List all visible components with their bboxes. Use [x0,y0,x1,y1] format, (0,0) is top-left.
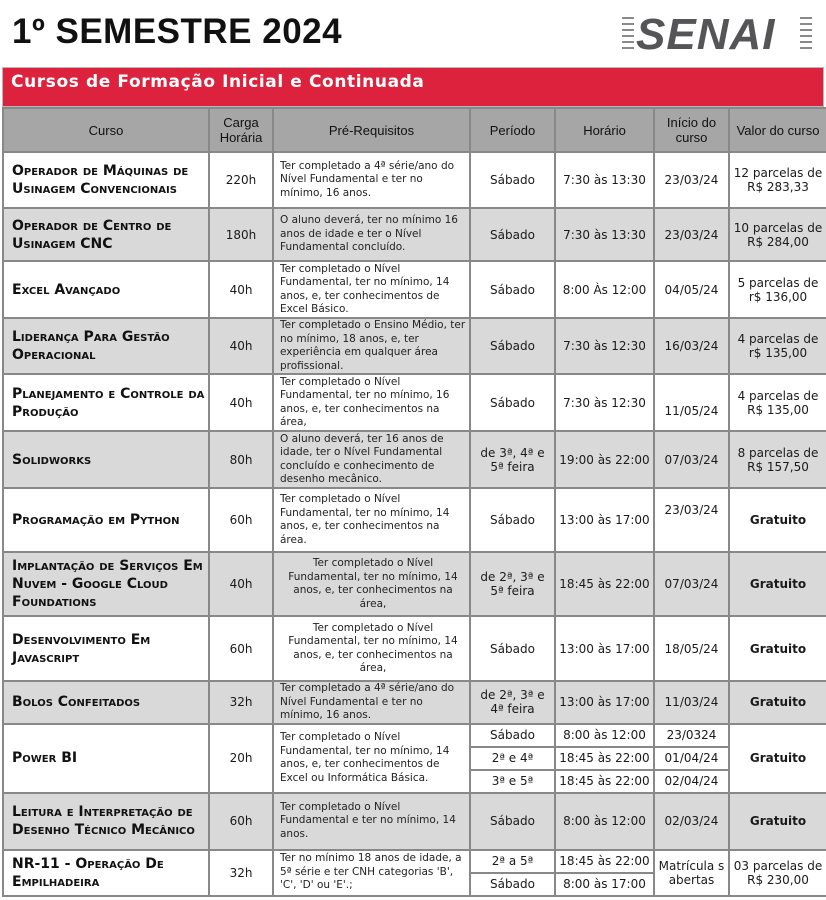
table-row [3,152,826,208]
course-period: de 2ª, 3ª e 5ª feira [470,552,555,616]
course-name: Solidworks [3,431,209,488]
course-price: Gratuito [729,552,826,616]
course-name: Operador de Máquinas de Usinagem Convencionais [3,152,209,208]
course-schedule: 7:30 às 12:30 [555,374,654,431]
turma-start: 23/0324 [654,724,729,747]
turma-schedule: 18:45 às 22:00 [555,747,654,770]
turma-schedule: 18:45 às 22:00 [555,770,654,793]
col-header-requisitos: Pré-Requisitos [273,108,470,152]
col-header-valor: Valor do curso [729,108,826,152]
course-period: Sábado [470,208,555,261]
col-header-horario: Horário [555,108,654,152]
course-name: Excel Avançado [3,261,209,318]
course-period: Sábado [470,374,555,431]
course-start: 07/03/24 [654,431,729,488]
course-price: 4 parcelas de R$ 135,00 [729,374,826,431]
table-row [3,616,826,681]
course-period: Sábado [470,793,555,850]
course-schedule: 13:00 às 17:00 [555,616,654,681]
course-period: Sábado [470,152,555,208]
course-start: 11/05/24 [654,374,729,431]
course-requirements: Ter completado o Nível Fundamental, ter no mínimo, 14 anos, e, ter conhecimentos na área, [273,616,470,681]
course-price: 4 parcelas de r$ 135,00 [729,318,826,374]
col-header-carga: Carga Horária [209,108,273,152]
course-schedule: 7:30 às 13:30 [555,152,654,208]
banner-title: Cursos de Formação Inicial e Continuada [11,72,425,92]
course-name: Implantação de Serviços Em Nuvem - Google Cloud Foundations [3,552,209,616]
turma-period: Sábado [470,873,555,896]
table-row [3,431,826,488]
course-requirements: Ter completado o Ensino Médio, ter no mínimo, 18 anos, e, ter experiência em qualquer área profissional. [273,318,470,374]
table-row [3,793,826,850]
course-requirements: Ter completado o Nível Fundamental e ter no mínimo, 14 anos. [273,793,470,850]
course-name: NR-11 - Operação De Empilhadeira [3,850,209,896]
course-start: 23/03/24 [654,152,729,208]
table-row [3,261,826,318]
table-row [3,681,826,724]
turma-period: 3ª e 5ª [470,770,555,793]
course-schedule: 8:00 às 12:00 [555,793,654,850]
logo-text: SENAI [636,10,776,59]
table-row [3,374,826,431]
course-hours: 60h [209,616,273,681]
course-name: Desenvolvimento Em Javascript [3,616,209,681]
course-period: de 2ª, 3ª e 4ª feira [470,681,555,724]
course-start: 04/05/24 [654,261,729,318]
course-hours: 40h [209,552,273,616]
logo-lines-left-icon [622,17,634,53]
table-row [3,488,826,552]
col-header-periodo: Período [470,108,555,152]
table-row [3,208,826,261]
course-requirements: Ter completado o Nível Fundamental, ter no mínimo, 14 anos, e, ter conhecimentos de Excel Básico. [273,261,470,318]
course-period: Sábado [470,616,555,681]
course-schedule: 18:45 às 22:00 [555,552,654,616]
course-schedule: 13:00 às 17:00 [555,681,654,724]
course-name: Leitura e Interpretação de Desenho Técnico Mecânico [3,793,209,850]
course-price: Gratuito [729,681,826,724]
senai-logo [622,10,812,59]
course-hours: 180h [209,208,273,261]
turma-period: 2ª a 5ª [470,850,555,873]
course-name: Bolos Confeitados [3,681,209,724]
table-row [3,318,826,374]
course-name: Operador de Centro de Usinagem CNC [3,208,209,261]
course-requirements: O aluno deverá, ter 16 anos de idade, ter o Nível Fundamental concluído e conhecimento de desenho mecânico. [273,431,470,488]
course-name: Programação em Python [3,488,209,552]
course-price: 5 parcelas de r$ 136,00 [729,261,826,318]
course-hours: 220h [209,152,273,208]
turma-start: 01/04/24 [654,747,729,770]
course-period: de 3ª, 4ª e 5ª feira [470,431,555,488]
course-schedule: 7:30 às 12:30 [555,318,654,374]
turma-schedule: 8:00 às 12:00 [555,724,654,747]
course-hours: 60h [209,793,273,850]
col-header-inicio: Início do curso [654,108,729,152]
course-start: 23/03/24 [654,488,729,552]
course-price: 10 parcelas de R$ 284,00 [729,208,826,261]
turma-start: 02/04/24 [654,770,729,793]
turma-schedule: 18:45 às 22:00 [555,850,654,873]
course-start: 16/03/24 [654,318,729,374]
course-name: Power BI [3,724,209,793]
turma-period: 2ª e 4ª [470,747,555,770]
course-hours: 40h [209,318,273,374]
course-requirements: Ter completado a 4ª série/ano do Nível Fundamental e ter no mínimo, 16 anos. [273,152,470,208]
table-header-row [3,108,826,152]
course-price: Gratuito [729,488,826,552]
course-schedule: 8:00 Às 12:00 [555,261,654,318]
course-start: 02/03/24 [654,793,729,850]
logo-lines-right-icon [800,17,812,53]
course-hours: 80h [209,431,273,488]
turma-schedule: 8:00 às 17:00 [555,873,654,896]
course-price: Gratuito [729,616,826,681]
course-hours: 32h [209,850,273,896]
course-requirements: Ter completado a 4ª série/ano do Nível Fundamental e ter no mínimo, 16 anos. [273,681,470,724]
table-row [3,552,826,616]
courses-table [2,107,826,897]
course-requirements: O aluno deverá, ter no mínimo 16 anos de idade e ter o Nível Fundamental concluído. [273,208,470,261]
course-name: Liderança Para Gestão Operacional [3,318,209,374]
course-hours: 60h [209,488,273,552]
table-row [3,850,826,873]
course-requirements: Ter completado o Nível Fundamental, ter no mínimo, 14 anos, e, ter conhecimentos na área. [273,488,470,552]
course-start: 23/03/24 [654,208,729,261]
course-start: Matrícula s abertas [654,850,729,896]
course-period: Sábado [470,261,555,318]
table-row [3,724,826,747]
section-banner [2,67,824,107]
course-start: 07/03/24 [654,552,729,616]
col-header-curso: Curso [3,108,209,152]
course-requirements: Ter completado o Nível Fundamental, ter no mínimo, 16 anos, e, ter conhecimentos na área, [273,374,470,431]
course-price: 8 parcelas de R$ 157,50 [729,431,826,488]
course-requirements: Ter completado o Nível Fundamental, ter no mínimo, 14 anos, e, ter conhecimentos de Excel ou Informática Básica. [273,724,470,793]
course-schedule: 13:00 às 17:00 [555,488,654,552]
course-price: Gratuito [729,793,826,850]
course-price: 03 parcelas de R$ 230,00 [729,850,826,896]
course-hours: 20h [209,724,273,793]
course-hours: 40h [209,374,273,431]
turma-period: Sábado [470,724,555,747]
course-hours: 40h [209,261,273,318]
course-requirements: Ter completado o Nível Fundamental, ter no mínimo, 14 anos, e, ter conhecimentos na área, [273,552,470,616]
course-price: 12 parcelas de R$ 283,33 [729,152,826,208]
course-period: Sábado [470,318,555,374]
course-name: Planejamento e Controle da Produção [3,374,209,431]
course-schedule: 7:30 às 13:30 [555,208,654,261]
course-price: Gratuito [729,724,826,793]
course-start: 11/03/24 [654,681,729,724]
course-period: Sábado [470,488,555,552]
course-hours: 32h [209,681,273,724]
course-start: 18/05/24 [654,616,729,681]
page-title: 1º SEMESTRE 2024 [12,12,343,51]
course-schedule: 19:00 às 22:00 [555,431,654,488]
course-requirements: Ter no mínimo 18 anos de idade, a 5ª série e ter CNH categorias 'B', 'C', 'D' ou 'E'.; [273,850,470,896]
